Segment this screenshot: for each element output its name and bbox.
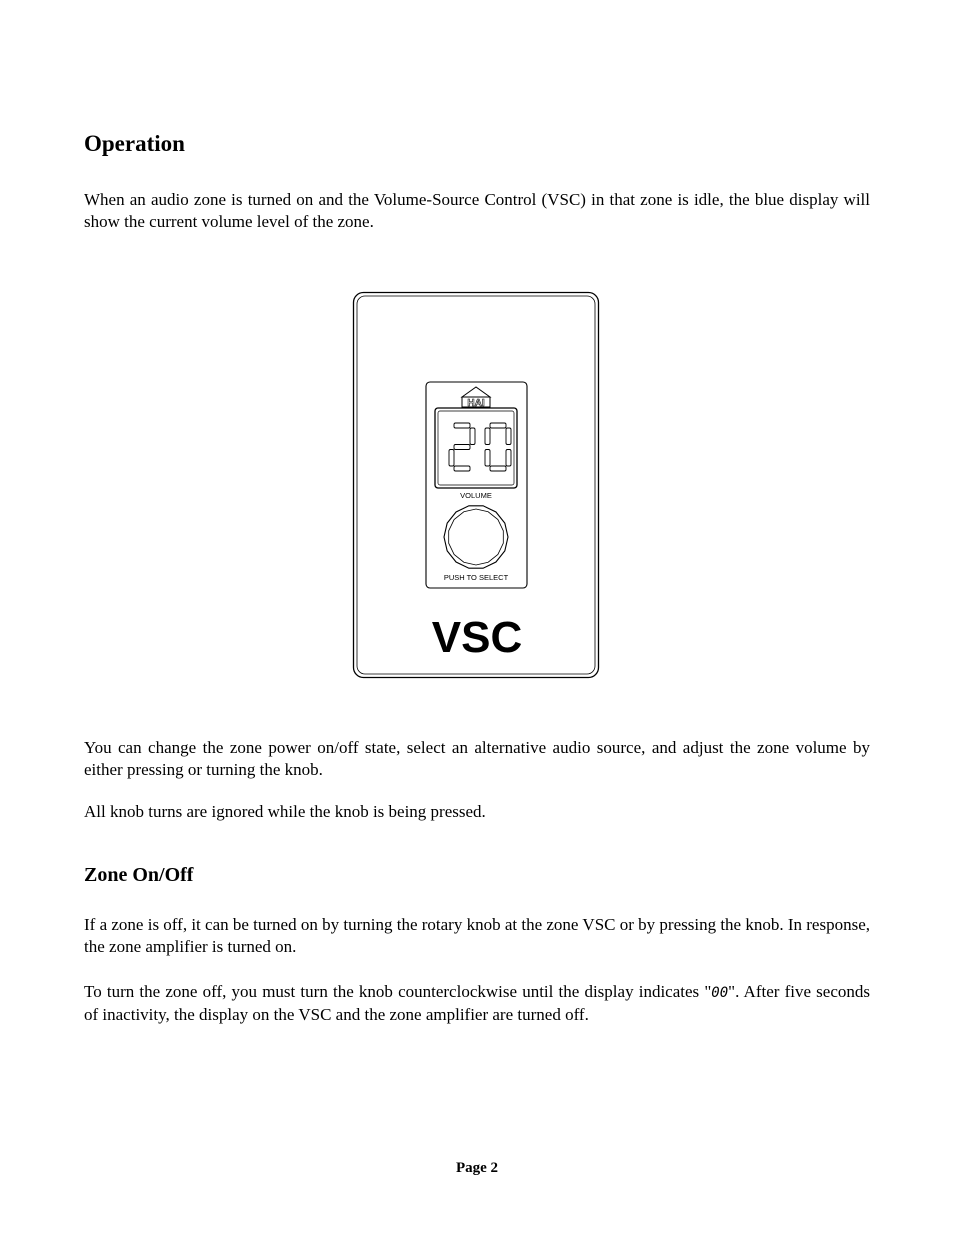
zone-turn-off-paragraph [84,981,870,1026]
segment-d [490,466,506,471]
rotary-knob[interactable] [444,506,508,568]
display-digit [449,423,475,471]
section-title-zone-onoff: Zone On/Off [84,864,194,886]
knob-ignore-paragraph: All knob turns are ignored while the knob is being pressed. [84,802,486,821]
display-digit [485,423,511,471]
device-name-vsc: VSC [431,613,523,662]
display-window-outer [435,408,517,488]
display-window-inner [438,411,514,485]
hai-logo-icon [462,387,490,409]
segment-e [449,450,454,467]
segment-c [506,450,511,467]
segment-g [454,445,470,450]
hai-logo-text: HAI [467,398,485,409]
turn-off-text-before: To turn the zone off, you must turn the knob counterclockwise until the display indicates " [84,982,712,1001]
page-number: Page 2 [455,1160,499,1176]
segment-b [470,428,475,445]
volume-seven-segment-display [449,423,511,471]
push-to-select-label: PUSH TO SELECT [443,573,509,582]
turn-off-text-after: ". After five seconds of inactivity, the display on the VSC and the zone amplifier are turned off. [84,982,870,1024]
intro-paragraph: When an audio zone is turned on and the Volume-Source Control (VSC) in that zone is idle, the blue display will show the current volume level of the zone. [84,190,870,231]
inline-display-value: 00 [711,985,729,1001]
segment-e [485,450,490,467]
segment-b [506,428,511,445]
section-title-operation: Operation [84,131,185,156]
knob-control-paragraph: You can change the zone power on/off state, select an alternative audio source, and adjust the zone volume by either pressing or turning the knob. [84,738,870,779]
vsc-device-illustration [352,291,600,679]
zone-turn-on-paragraph: If a zone is off, it can be turned on by turning the rotary knob at the zone VSC or by pressing the knob. In response, the zone amplifier is turned on. [84,915,870,956]
segment-d [454,466,470,471]
segment-a [454,423,470,428]
segment-f [485,428,490,445]
segment-a [490,423,506,428]
volume-label: VOLUME [460,491,492,500]
